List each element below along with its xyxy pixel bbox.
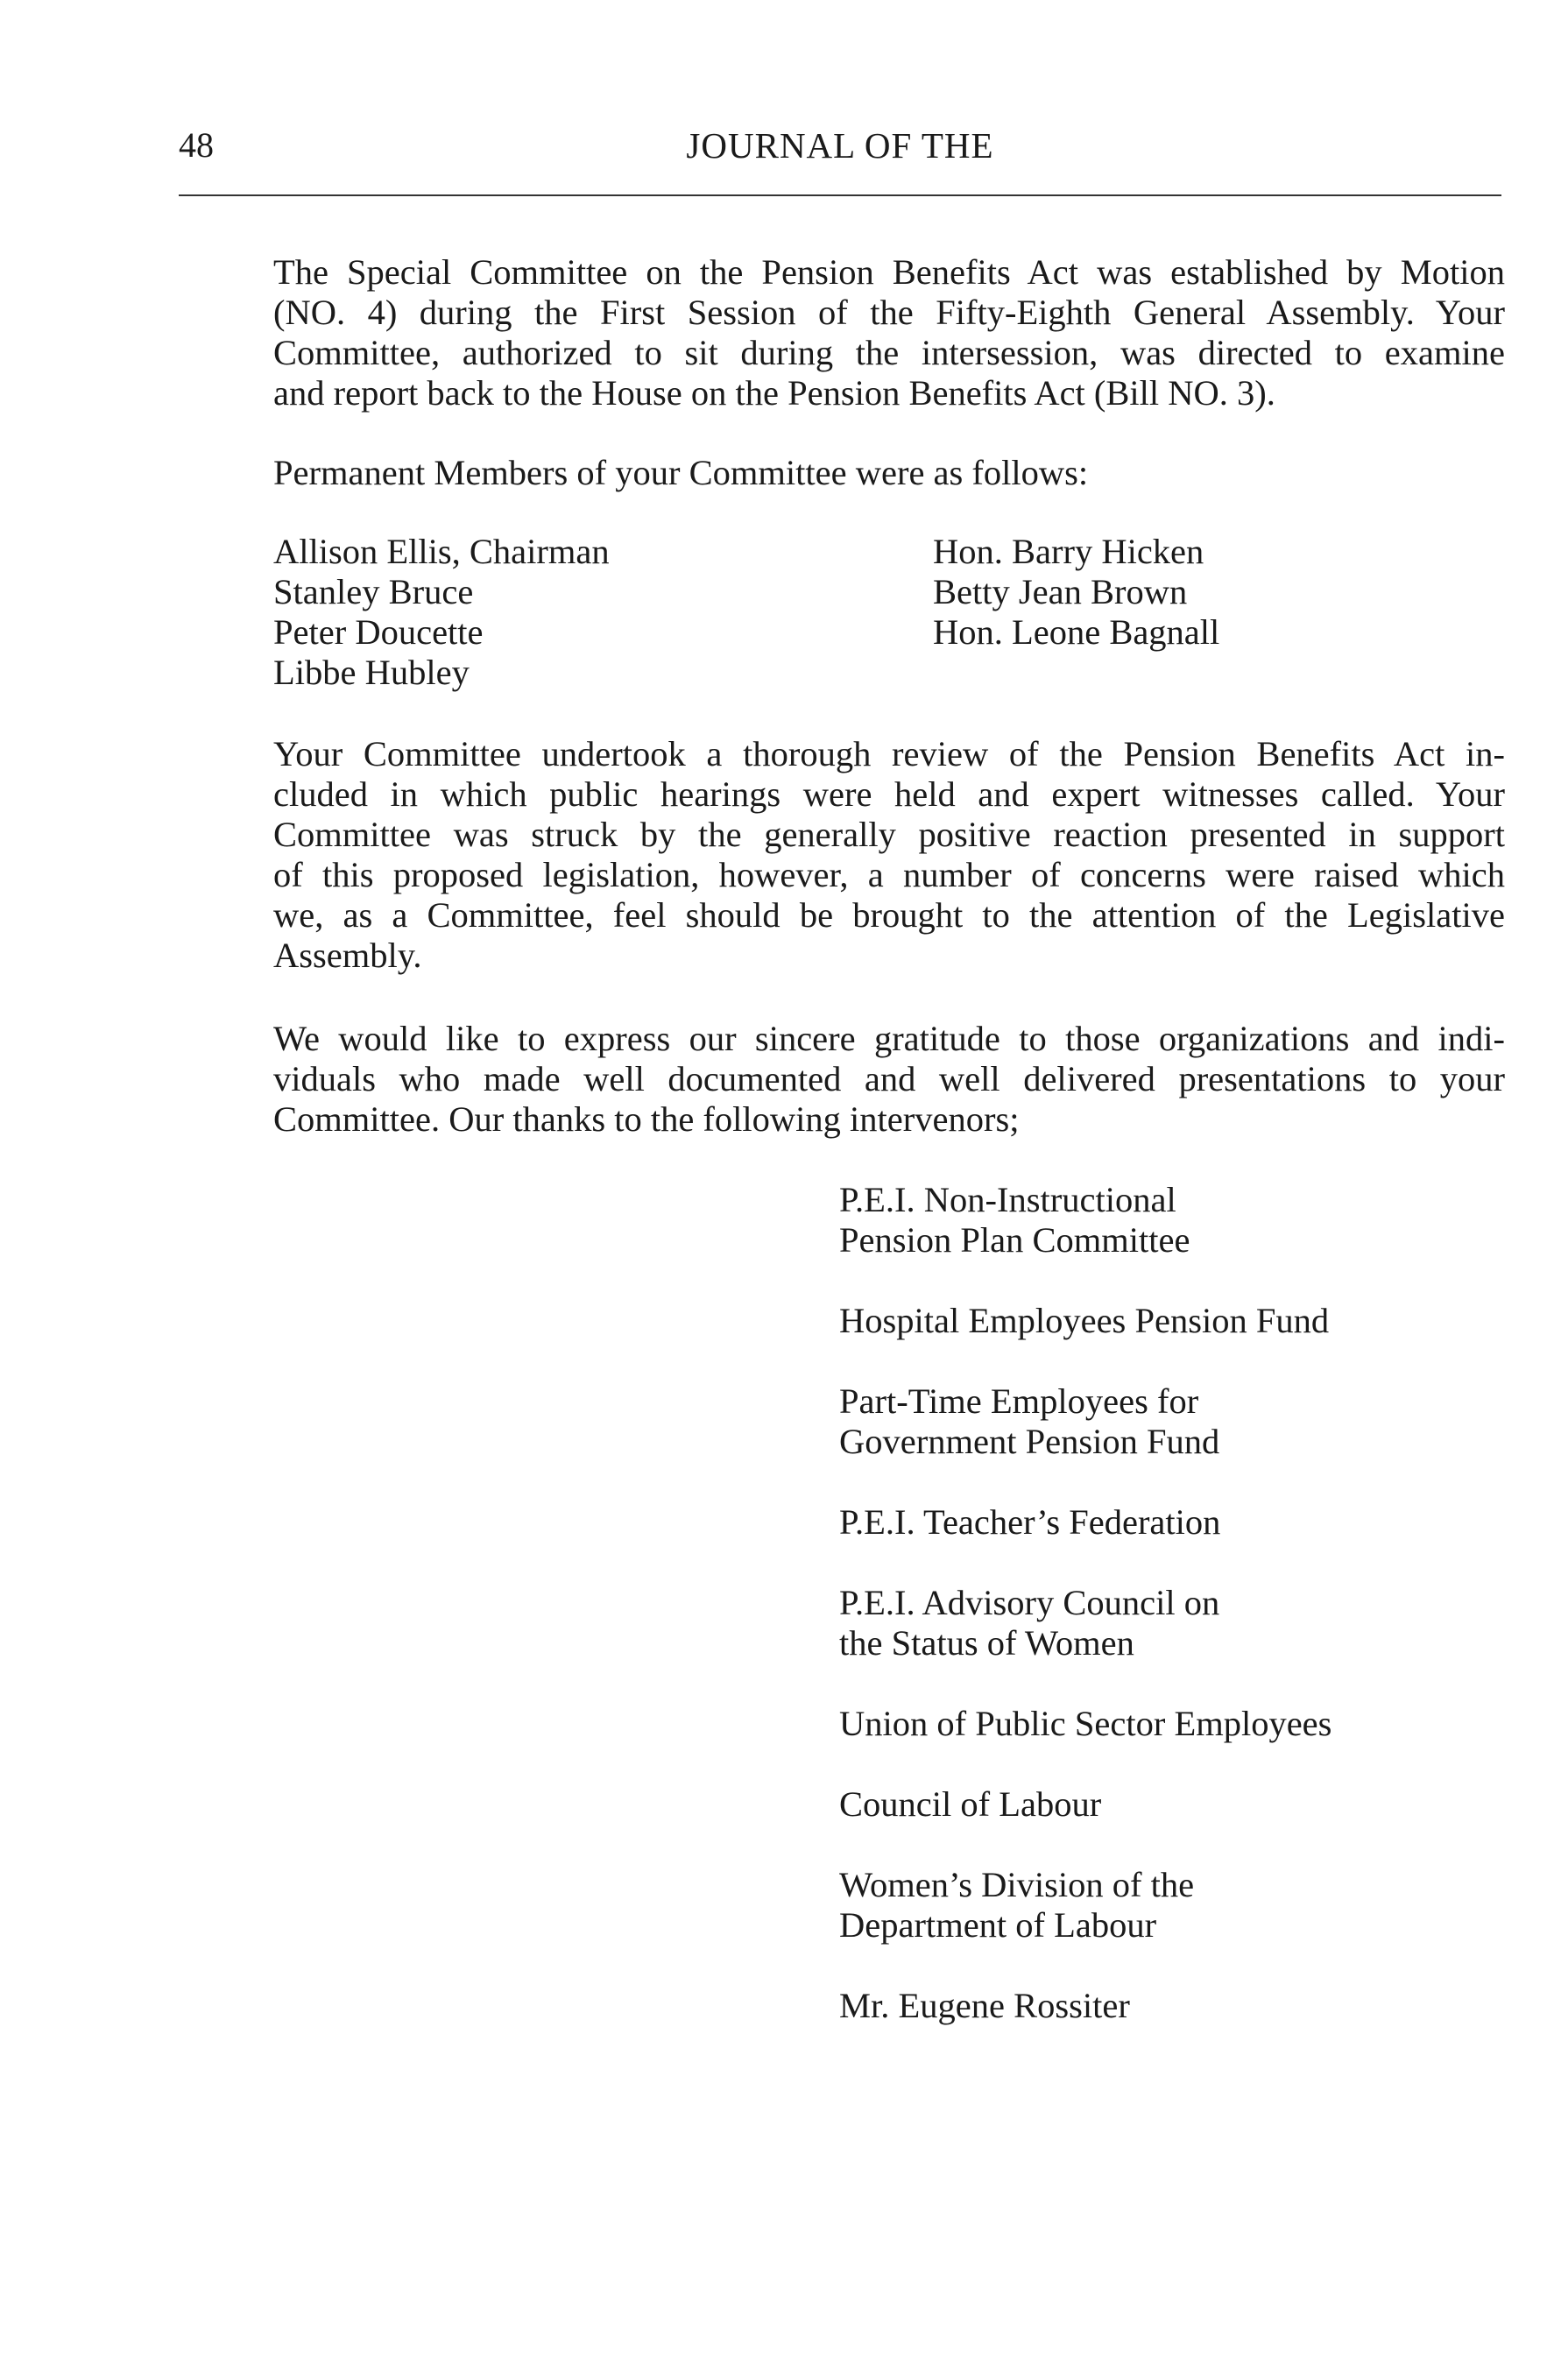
intervenor-entry (839, 1180, 1487, 1261)
intervenor-line: P.E.I. Teacher’s Federation (839, 1502, 1221, 1542)
running-head: JOURNAL OF THE (686, 125, 994, 166)
intervenors-list (839, 1180, 1487, 2066)
intervenor-line: Pension Plan Committee (839, 1220, 1190, 1260)
text-line: Committee, authorized to sit during the intersession, was directed to examine (273, 333, 1505, 372)
members-column-left (273, 532, 610, 693)
intervenor-entry (839, 1301, 1487, 1341)
intervenor-entry (839, 1784, 1487, 1825)
text-line: of this proposed legislation, however, a number of concerns were raised which (273, 855, 1505, 894)
member-name: Libbe Hubley (273, 653, 470, 692)
intervenor-entry (839, 1502, 1487, 1543)
member-name: Allison Ellis, Chairman (273, 532, 610, 571)
page-header (179, 121, 1501, 170)
intervenor-entry (839, 1583, 1487, 1663)
member-name: Peter Doucette (273, 612, 484, 652)
member-name: Hon. Leone Bagnall (933, 612, 1220, 652)
text-line: We would like to express our sincere gratitude to those organizations and indi- (273, 1019, 1505, 1058)
text-line: The Special Committee on the Pension Benefits Act was established by Motion (273, 252, 1505, 292)
page-number: 48 (179, 125, 214, 165)
paragraph-committee-establishment (273, 252, 1505, 413)
header-rule (179, 194, 1501, 196)
paragraph-gratitude (273, 1019, 1505, 1140)
member-name: Hon. Barry Hicken (933, 532, 1204, 571)
text-line: Committee. Our thanks to the following intervenors; (273, 1099, 1020, 1139)
intervenor-entry (839, 1865, 1487, 1946)
intervenor-line: Mr. Eugene Rossiter (839, 1986, 1130, 2025)
paragraph-members-intro (273, 453, 1505, 493)
intervenor-line: Council of Labour (839, 1784, 1102, 1824)
text-line: we, as a Committee, feel should be brought to the attention of the Legislative (273, 895, 1505, 935)
intervenor-line: P.E.I. Advisory Council on (839, 1583, 1220, 1622)
intervenor-line: Hospital Employees Pension Fund (839, 1301, 1330, 1340)
intervenor-entry (839, 1704, 1487, 1744)
text-line: cluded in which public hearings were held and expert witnesses called. Your (273, 774, 1505, 814)
intervenor-entry (839, 1986, 1487, 2026)
intervenor-line: Women’s Division of the (839, 1865, 1195, 1904)
intervenor-line: Government Pension Fund (839, 1422, 1220, 1461)
member-name: Stanley Bruce (273, 572, 474, 611)
text-line: Permanent Members of your Committee were as follows: (273, 453, 1089, 492)
text-line: (NO. 4) during the First Session of the Fifty-Eighth General Assembly. Your (273, 293, 1505, 332)
intervenor-line: P.E.I. Non-Instructional (839, 1180, 1176, 1219)
intervenor-line: Union of Public Sector Employees (839, 1704, 1332, 1743)
members-column-right (933, 532, 1219, 653)
text-line: and report back to the House on the Pension Benefits Act (Bill NO. 3). (273, 373, 1275, 413)
text-line: Your Committee undertook a thorough review of the Pension Benefits Act in- (273, 734, 1505, 773)
intervenor-line: Part-Time Employees for (839, 1381, 1199, 1421)
text-line: Committee was struck by the generally positive reaction presented in support (273, 815, 1505, 854)
intervenor-entry (839, 1381, 1487, 1462)
text-line: Assembly. (273, 936, 422, 975)
intervenor-line: the Status of Women (839, 1623, 1134, 1663)
intervenor-line: Department of Labour (839, 1905, 1157, 1945)
member-name: Betty Jean Brown (933, 572, 1188, 611)
paragraph-committee-review (273, 734, 1505, 976)
text-line: viduals who made well documented and well delivered presentations to your (273, 1059, 1505, 1098)
